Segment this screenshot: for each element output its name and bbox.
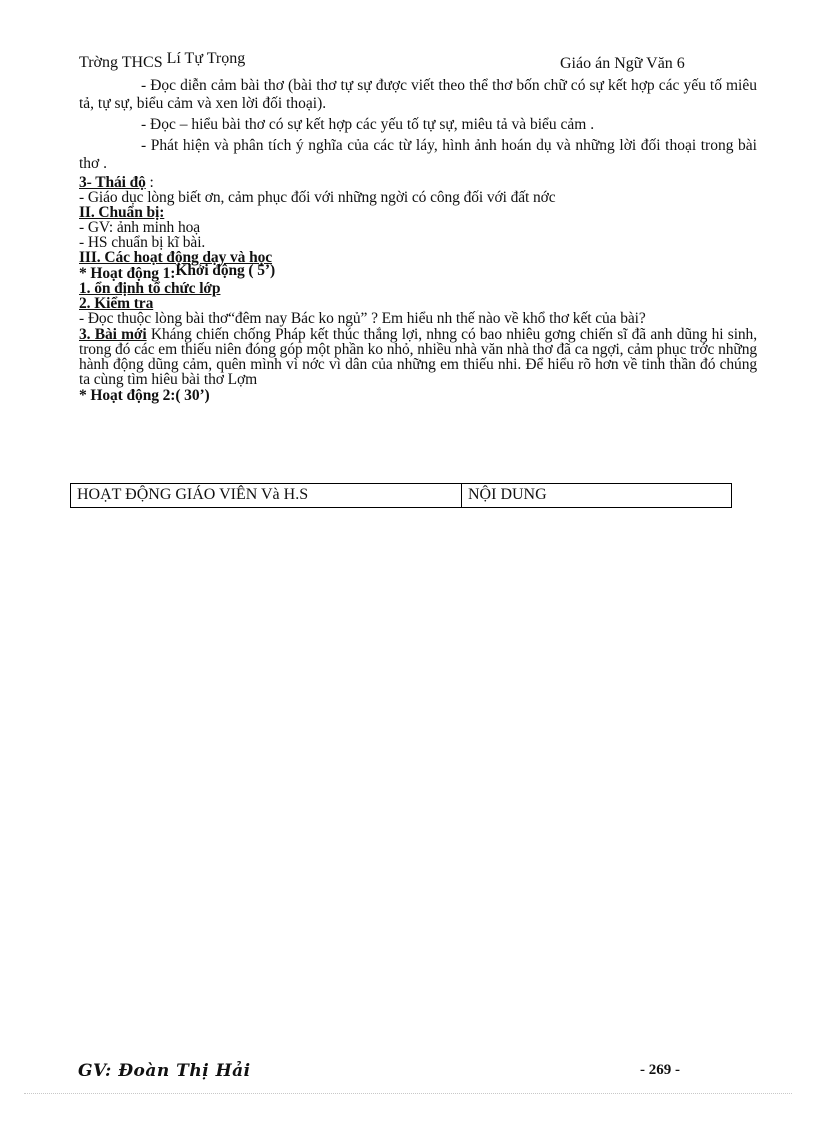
header-school-prefix: Trờng THCS: [79, 54, 163, 71]
activity-1-label: * Hoạt động 1:: [79, 265, 176, 282]
objective-analyze: - Phát hiện và phân tích ý nghĩa của các từ láy, hình ảnh hoán dụ và những lời đối thoại trong bài thơ .: [79, 137, 757, 172]
heading-preparation: II. Chuẩn bị:: [79, 204, 165, 221]
heading-attitude: [79, 175, 757, 190]
document-body: [79, 77, 757, 403]
prep-student: - HS chuẩn bị kĩ bài.: [79, 234, 206, 251]
header-school-name: Lí Tự Trọng: [166, 50, 246, 67]
new-lesson-text: Kháng chiến chống Pháp kết thúc thắng lợi, nhng có bao nhiêu gơng chiến sĩ đã anh dũng hi sinh, trong đó các em thiếu niên đóng góp một phần ko nhỏ, nhiều nhà văn nhà thơ đã ca ngợi, cảm phục trớc những hành động dũng cảm, quên mình vì nớc vì dân của những em thiếu nhi. Để hiểu rõ hơn về tinh thần đó chúng ta cùng tìm hiêu bài thơ Lợm: [79, 326, 757, 388]
heading-check: 2. Kiểm tra: [79, 295, 154, 312]
heading-new-lesson: 3. Bài mới: [79, 326, 147, 343]
activity-1: [79, 262, 757, 282]
heading-class-order: 1. ổn định tổ chức lớp: [79, 280, 221, 297]
header-school: [79, 50, 246, 72]
attitude-text: - Giáo dục lòng biết ơn, cảm phục đối với những ngời có công đối với đất nớc: [79, 189, 556, 206]
heading-attitude-label: 3- Thái độ: [79, 174, 146, 191]
activity-1-title: Khởi động ( 5’): [175, 262, 276, 279]
table-header-content: NỘI DUNG: [468, 486, 547, 503]
table-header-activities: HOẠT ĐỘNG GIÁO VIÊN Và H.S: [71, 484, 462, 507]
footer-author: GV: Đoàn Thị Hải: [78, 1061, 251, 1081]
activity-table: [70, 483, 732, 508]
prep-teacher: - GV: ảnh minh hoạ: [79, 219, 201, 236]
header-subject: Giáo án Ngữ Văn 6: [560, 55, 685, 72]
objective-read-aloud: - Đọc diễn cảm bài thơ (bài thơ tự sự được viết theo thể thơ bốn chữ có sự kết hợp các yếu tố miêu tả, tự sự, biểu cảm và xen lời đối thoại).: [79, 77, 757, 112]
heading-attitude-colon: :: [145, 174, 154, 191]
heading-activities: III. Các hoạt động dạy và học: [79, 249, 273, 266]
new-lesson: [79, 327, 757, 387]
check-question: - Đọc thuộc lòng bài thơ“đêm nay Bác ko ngủ” ? Em hiểu nh thế nào về khổ thơ kết của bài?: [79, 310, 646, 327]
objective-read-comprehend: - Đọc – hiểu bài thơ có sự kết hợp các yếu tố tự sự, miêu tả và biểu cảm .: [141, 116, 595, 133]
activity-2: * Hoạt động 2:( 30’): [79, 387, 210, 404]
footer-page-number: - 269 -: [640, 1062, 680, 1078]
page-bottom-divider: [24, 1093, 792, 1094]
